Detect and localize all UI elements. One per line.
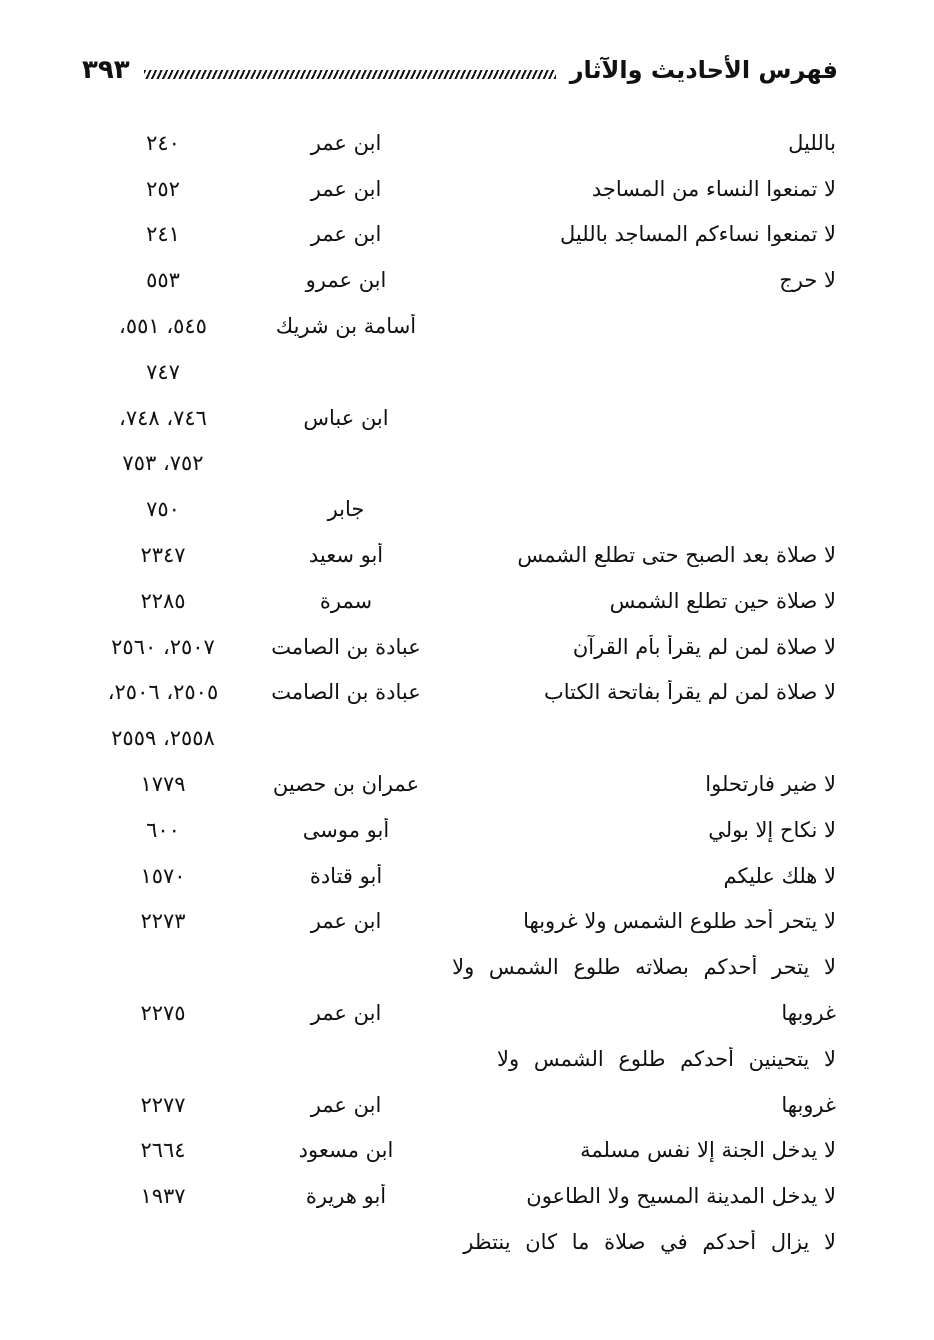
reference-numbers: ٧٥٠ [146, 497, 180, 522]
hadith-index-list [80, 120, 836, 1265]
hadith-text: غروبها [781, 1092, 836, 1117]
page-header [82, 46, 838, 94]
narrator-name: عبادة بن الصامت [271, 634, 421, 659]
index-row [80, 944, 836, 990]
hadith-text: بالليل [788, 130, 836, 155]
reference-numbers: ٧٤٧ [146, 359, 180, 384]
reference-numbers: ١٩٣٧ [140, 1184, 186, 1209]
reference-numbers: ٢٢٨٥ [140, 588, 186, 613]
hadith-text: لا يتحر أحدكم بصلاته طلوع الشمس ولا [452, 955, 836, 980]
narrator-name: ابن عمر [310, 1001, 382, 1026]
index-row [80, 990, 836, 1036]
hadith-text: لا صلاة حين تطلع الشمس [609, 588, 836, 613]
page-number: ٣٩٣ [82, 55, 130, 85]
hadith-text: لا صلاة لمن لم يقرأ بأم القرآن [572, 634, 836, 659]
index-row [80, 807, 836, 853]
index-row [80, 1128, 836, 1174]
index-row [80, 486, 836, 532]
reference-numbers: ٢٤٠ [146, 130, 180, 155]
narrator-name: ابن عمرو [305, 268, 387, 293]
reference-numbers: ٢٥٠٥، ٢٥٠٦، [107, 680, 219, 705]
reference-numbers: ٢٥٥٨، ٢٥٥٩ [111, 726, 215, 751]
index-row [80, 120, 836, 166]
hadith-text: لا صلاة بعد الصبح حتى تطلع الشمس [517, 543, 836, 568]
narrator-name: أسامة بن شريك [275, 314, 417, 339]
index-row [80, 212, 836, 258]
reference-numbers: ٧٤٦، ٧٤٨، [119, 405, 207, 430]
narrator-name: أبو قتادة [309, 863, 383, 888]
index-row [80, 1082, 836, 1128]
narrator-name: أبو سعيد [308, 543, 384, 568]
hadith-text: لا هلك عليكم [723, 863, 836, 888]
reference-numbers: ٢٦٦٤ [140, 1138, 186, 1163]
narrator-name: عبادة بن الصامت [271, 680, 421, 705]
index-row [80, 349, 836, 395]
index-row [80, 441, 836, 487]
reference-numbers: ٢٤١ [146, 222, 180, 247]
narrator-name: ابن عمر [310, 176, 382, 201]
index-row [80, 624, 836, 670]
running-title: فهرس الأحاديث والآثار [569, 56, 838, 84]
reference-numbers: ٦٠٠ [146, 817, 180, 842]
narrator-name: ابن عمر [310, 222, 382, 247]
index-row [80, 670, 836, 716]
index-row [80, 1036, 836, 1082]
narrator-name: ابن عمر [310, 1092, 382, 1117]
reference-numbers: ٥٥٣ [146, 268, 180, 293]
reference-numbers: ٢٥٢ [146, 176, 180, 201]
narrator-name: سمرة [319, 588, 373, 613]
narrator-name: جابر [327, 497, 365, 522]
hadith-text: لا حرج [779, 268, 836, 293]
reference-numbers: ١٥٧٠ [140, 863, 186, 888]
index-row [80, 532, 836, 578]
header-rule [144, 70, 556, 79]
hadith-text: غروبها [781, 1001, 836, 1026]
reference-numbers: ٧٥٢، ٧٥٣ [122, 451, 204, 476]
narrator-name: أبو موسى [302, 817, 390, 842]
hadith-text: لا نكاح إلا بولي [708, 817, 836, 842]
narrator-name: ابن عباس [303, 405, 389, 430]
reference-numbers: ٢٥٠٧، ٢٥٦٠ [111, 634, 215, 659]
reference-numbers: ٢٢٧٥ [140, 1001, 186, 1026]
hadith-text: لا يزال أحدكم في صلاة ما كان ينتظر [463, 1230, 836, 1255]
reference-numbers: ٢٢٧٧ [140, 1092, 186, 1117]
hadith-text: لا تمنعوا النساء من المساجد [591, 176, 836, 201]
narrator-name: عمران بن حصين [272, 772, 420, 797]
reference-numbers: ٥٤٥، ٥٥١، [119, 314, 207, 339]
narrator-name: ابن عمر [310, 130, 382, 155]
reference-numbers: ١٧٧٩ [140, 772, 186, 797]
narrator-name: أبو هريرة [305, 1184, 387, 1209]
hadith-text: لا يتحينين أحدكم طلوع الشمس ولا [497, 1046, 836, 1071]
index-row [80, 899, 836, 945]
hadith-text: لا تمنعوا نساءكم المساجد بالليل [560, 222, 836, 247]
index-row [80, 578, 836, 624]
reference-numbers: ٢٣٤٧ [140, 543, 186, 568]
index-row [80, 1219, 836, 1265]
index-row [80, 715, 836, 761]
index-row [80, 303, 836, 349]
index-row [80, 1173, 836, 1219]
index-row [80, 257, 836, 303]
hadith-text: لا يتحر أحد طلوع الشمس ولا غروبها [523, 909, 836, 934]
index-row [80, 166, 836, 212]
hadith-text: لا يدخل المدينة المسيح ولا الطاعون [526, 1184, 836, 1209]
hadith-text: لا صلاة لمن لم يقرأ بفاتحة الكتاب [543, 680, 836, 705]
index-row [80, 395, 836, 441]
narrator-name: ابن عمر [310, 909, 382, 934]
reference-numbers: ٢٢٧٣ [140, 909, 186, 934]
index-row [80, 853, 836, 899]
hadith-text: لا ضير فارتحلوا [705, 772, 836, 797]
index-row [80, 761, 836, 807]
hadith-text: لا يدخل الجنة إلا نفس مسلمة [580, 1138, 836, 1163]
narrator-name: ابن مسعود [298, 1138, 394, 1163]
